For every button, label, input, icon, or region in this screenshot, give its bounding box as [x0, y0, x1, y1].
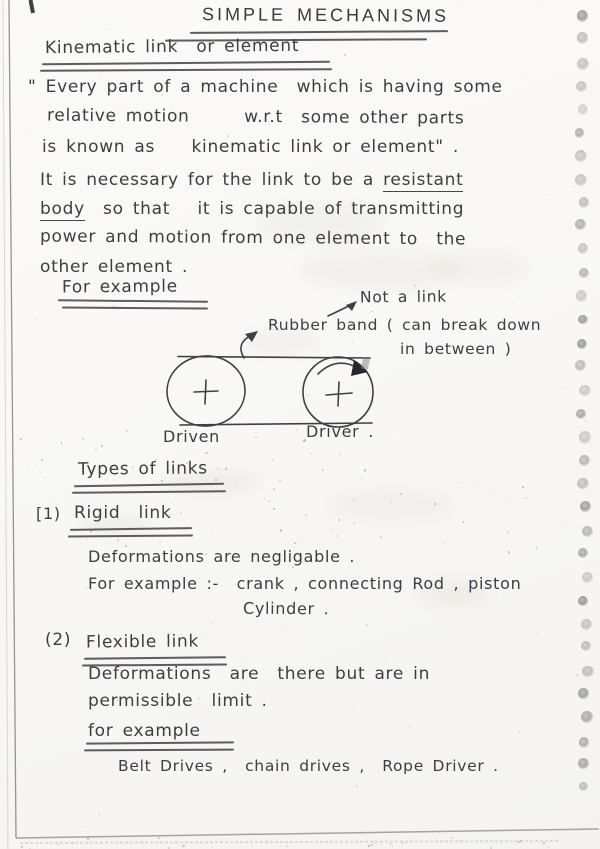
necessity-line-2: [40, 200, 464, 219]
definition-quote-line-2: relative motion w.r.t some other parts: [46, 105, 465, 129]
binding-hole: [577, 58, 589, 70]
flexible-example-label: for example: [88, 721, 201, 741]
rubber-band-note-line-2: in between ): [400, 340, 512, 358]
driver-label: Driver .: [306, 422, 375, 441]
necessity-line-1: [40, 171, 463, 190]
binding-hole: [579, 385, 591, 397]
binding-hole: [577, 10, 589, 22]
necessity-line-2-text: so that it is capable of transmitting: [84, 199, 465, 219]
binding-hole: [581, 711, 593, 723]
rubber-band-note-line-1: Rubber band ( can break down: [268, 316, 542, 334]
binding-hole: [582, 666, 594, 678]
flexible-link-number: (2): [45, 630, 72, 650]
not-a-link-arrowhead: [346, 301, 357, 311]
rigid-description: Deformations are negligable .: [88, 547, 356, 566]
not-a-link-label: Not a link: [359, 287, 447, 307]
binding-hole: [575, 150, 587, 162]
rigid-link-number: [1): [36, 504, 61, 523]
definition-quote-line-1: " Every part of a machine which is having some: [28, 77, 503, 97]
section-heading: Kinematic link or element: [44, 35, 300, 59]
driven-label: Driven: [163, 427, 220, 446]
driven-center-mark: [194, 380, 218, 404]
driver-center-mark: [326, 382, 352, 406]
for-example-label: For example: [61, 276, 178, 298]
underlined-word-resistant: resistant: [383, 170, 464, 190]
necessity-line-3: power and motion from one element to the: [39, 226, 467, 250]
binding-hole: [575, 174, 587, 186]
flexible-description-line-2: permissible limit .: [88, 691, 268, 711]
rigid-example-line-2: Cylinder .: [242, 598, 330, 619]
binding-hole: [578, 243, 588, 253]
rigid-link-heading: Rigid link: [74, 503, 172, 523]
binding-hole: [576, 81, 587, 92]
types-heading: Types of links: [77, 458, 208, 480]
binding-hole: [581, 641, 591, 651]
rubber-band-arrowhead: [245, 331, 258, 342]
flexible-link-heading: Flexible link: [85, 631, 200, 653]
rotation-arrow-smudge: [361, 357, 370, 369]
rigid-example-line-1: For example :- crank , connecting Rod , piston: [88, 574, 522, 593]
definition-quote-line-3: is known as kinematic link or element" .: [42, 137, 459, 157]
binding-hole: [575, 128, 585, 138]
binding-hole: [581, 619, 592, 630]
binding-hole: [579, 431, 591, 443]
page-title: SIMPLE MECHANISMS: [201, 4, 450, 26]
necessity-line-4: other element .: [40, 257, 189, 277]
necessity-line-1-text: It is necessary for the link to be a: [40, 170, 384, 190]
underlined-word-body: body: [40, 199, 85, 219]
binding-hole: [578, 688, 589, 699]
binding-hole: [579, 737, 590, 748]
flexible-description-line-1: Deformations are there but are in: [88, 664, 431, 684]
flexible-examples-list: Belt Drives , chain drives , Rope Driver .: [118, 757, 499, 775]
binding-hole: [579, 268, 589, 278]
